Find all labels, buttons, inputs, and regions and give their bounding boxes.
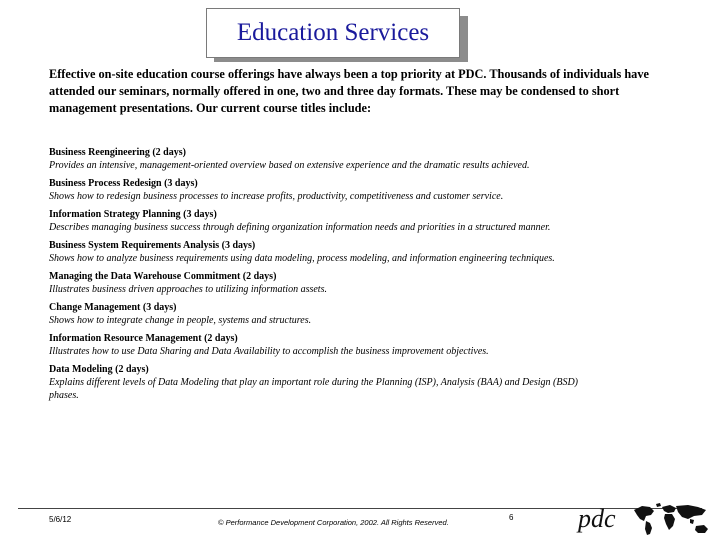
course-item xyxy=(49,332,649,358)
course-description: Illustrates business driven approaches to utilizing information assets. xyxy=(49,284,327,295)
course-item xyxy=(49,239,649,265)
course-description: Shows how to integrate change in people, systems and structures. xyxy=(49,315,312,326)
course-description: Shows how to redesign business processes to increase profits, productivity, competitiveness and customer service. xyxy=(49,191,504,202)
course-title: Business System Requirements Analysis (3 days) xyxy=(49,240,256,251)
course-item xyxy=(49,208,649,234)
footer-date: 5/6/12 xyxy=(49,515,72,524)
course-title: Managing the Data Warehouse Commitment (2 days) xyxy=(49,271,277,282)
course-description: Provides an intensive, management-oriented overview based on extensive experience and the dramatic results achieved. xyxy=(49,160,530,171)
course-title: Business Process Redesign (3 days) xyxy=(49,178,198,189)
course-description: Describes managing business success through defining organization information needs and priorities in a structured manner. xyxy=(49,222,551,233)
course-description: Illustrates how to use Data Sharing and Data Availability to accomplish the business improvement objectives. xyxy=(49,346,489,357)
pdc-logo: pdc xyxy=(578,504,616,533)
course-item xyxy=(49,301,649,327)
slide-title xyxy=(206,8,460,58)
course-description: Explains different levels of Data Modeling that play an important role during the Planning (ISP), Analysis (BAA) and Design (BSD) phases. xyxy=(49,377,578,401)
slide-title-text: Education Services xyxy=(236,19,430,46)
course-item xyxy=(49,146,649,172)
course-title: Change Management (3 days) xyxy=(49,302,177,313)
course-title: Information Strategy Planning (3 days) xyxy=(49,209,217,220)
course-list xyxy=(49,146,649,407)
page-number: 6 xyxy=(509,513,514,522)
course-description: Shows how to analyze business requirements using data modeling, process modeling, and information engineering techniques. xyxy=(49,253,555,264)
course-item xyxy=(49,270,649,296)
course-title: Data Modeling (2 days) xyxy=(49,364,149,375)
intro-paragraph: Effective on-site education course offerings have always been a top priority at PDC. Thousands of individuals have attended our seminars, normally offered in one, two and three day formats. These may be condensed to short management presentations. Our current course titles include: xyxy=(49,67,649,115)
world-map-icon xyxy=(632,502,712,538)
footer-copyright: © Performance Development Corporation, 2002. All Rights Reserved. xyxy=(218,518,449,527)
course-item xyxy=(49,177,649,203)
course-title: Information Resource Management (2 days) xyxy=(49,333,238,344)
course-title: Business Reengineering (2 days) xyxy=(49,147,186,158)
course-item xyxy=(49,363,649,402)
